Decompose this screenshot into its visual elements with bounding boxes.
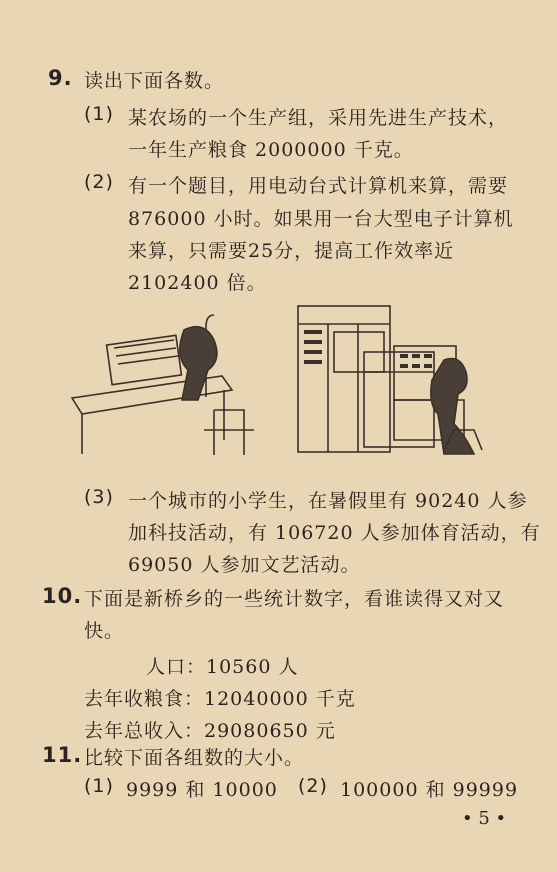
q9-item2-line4: 2102400 倍。 <box>128 272 267 294</box>
q10-stat-population: 人口：10560 人 <box>146 656 299 678</box>
q9-item1-line2: 一年生产粮食 2000000 千克。 <box>128 139 414 161</box>
q10-stat-grain: 去年收粮食：12040000 千克 <box>84 688 356 710</box>
q10-number: 10. <box>42 584 83 608</box>
q9-item3-label: (3) <box>84 486 114 508</box>
q11-item2-text: 100000 和 99999 <box>340 779 519 801</box>
q10-line1: 下面是新桥乡的一些统计数字，看谁读得又对又 <box>84 588 505 610</box>
q11-item1-text: 9999 和 10000 <box>126 779 278 801</box>
q9-item1-line1: 某农场的一个生产组，采用先进生产技术， <box>128 107 509 129</box>
desk-calculator-illustration <box>64 300 264 465</box>
electronic-computer-illustration <box>294 300 499 470</box>
q9-item2-line2: 876000 小时。如果用一台大型电子计算机 <box>128 208 514 230</box>
q10-stat-income: 去年总收入：29080650 元 <box>84 720 336 742</box>
page-number: • 5 • <box>462 808 507 829</box>
q11-number: 11. <box>42 743 83 767</box>
q9-title: 读出下面各数。 <box>84 70 225 92</box>
q9-item3-line2: 加科技活动，有 106720 人参加体育活动，有 <box>128 522 541 544</box>
q9-item2-line1: 有一个题目，用电动台式计算机来算，需要 <box>128 175 509 197</box>
q9-number: 9. <box>48 66 73 90</box>
q9-item1-label: (1) <box>84 103 114 125</box>
q9-item2-line3: 来算，只需要25分，提高工作效率近 <box>128 240 455 262</box>
q9-item3-line1: 一个城市的小学生，在暑假里有 90240 人参 <box>128 490 528 512</box>
q11-item2-label: (2) <box>298 775 328 797</box>
q11-title: 比较下面各组数的大小。 <box>84 747 305 769</box>
q11-item1-label: (1) <box>84 775 114 797</box>
q9-item2-label: (2) <box>84 171 114 193</box>
q10-line2: 快。 <box>84 620 125 642</box>
q9-item3-line3: 69050 人参加文艺活动。 <box>128 554 361 576</box>
